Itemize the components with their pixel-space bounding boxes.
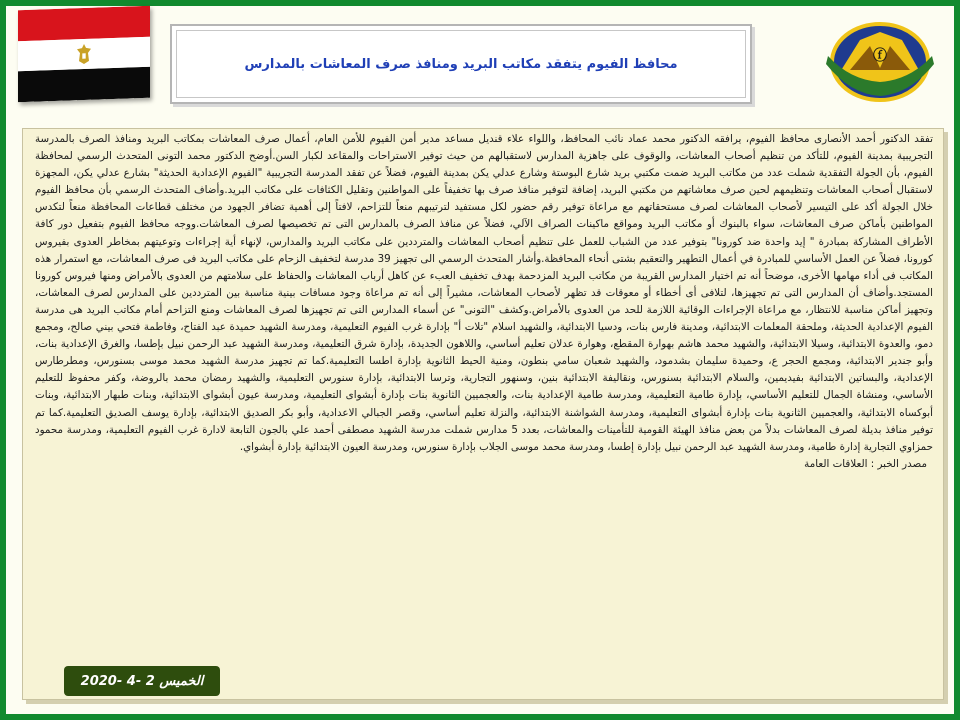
date-badge bbox=[64, 666, 220, 696]
date-text: الخميس 2 -4 -2020 bbox=[80, 673, 204, 689]
egypt-flag-icon bbox=[18, 6, 150, 103]
svg-text:ⓕ: ⓕ bbox=[873, 48, 887, 64]
title-banner bbox=[170, 24, 752, 104]
eagle-icon bbox=[75, 43, 93, 66]
article-body: تفقد الدكتور أحمد الأنصارى محافظ الفيوم، يرافقه الدكتور محمد عماد نائب المحافظ، واللواء علاء قنديل مساعد مدير أمن الفيوم للأمن العام، أعمال صرف المعاشات بمكاتب البريد ومنافذ الصرف بالمدرسة التجريبية بمدينة الفيوم، للتأكد من تنظيم أصحاب المعاشات، والوقوف على جاهزية المدارس لاستقبالهم من حيث توفير الاستراحات والمقاعد لكبار السن.أوضح الدكتور محمد التونى المتحدث الرسمي لمحافظة الفيوم، بأن الجولة التفقدية شملت عدد من مكاتب البريد ضمت مكتبي بريد شارع البوستة وشارع عدلي يكن بمدينة الفيوم، فضلاً عن تفقد المدرسة التجريبية "الفيوم الإعدادية الحديثة" بشارع عدلي يكن، المجهزة لاستقبال أصحاب المعاشات وتنظيمهم لحين صرف معاشاتهم من مكتبي البريد، إضافة لتوفير منافذ صرف بها تخفيفاً على المواطنين وتقليل الكثافات على مكاتب البريد.وأضاف المتحدث الرسمي بأن محافظ الفيوم خلال الجولة أكد على التيسير لأصحاب المعاشات لصرف مستحقاتهم مع مراعاة توفير رقم حضور لكل مستفيد لترتيبهم منعاً للتزاحم، لافتاً إلى أهمية تضافر الجهود من مختلف قطاعات المحافظة منعاً لتكدس المواطنين بأماكن صرف المعاشات، سواء بالبنوك أو مكاتب البريد ومواقع ماكينات الصراف الآلي، فضلاً عن منافذ الصرف بالمدارس التى تم تخصيصها لصرف المعاشات.ووجه محافظ الفيوم بتفعيل دور كافة الأطراف المشاركة بمبادرة " إيد واحدة ضد كورونا" بتوفير عدد من الشباب للعمل على تنظيم أصحاب المعاشات والمترددين على مكاتب البريد والمدارس، لإنهاء أية إجراءات وتوعيتهم بمخاطر العدوى بفيروس كورونا، فضلاً عن العمل الأساسي للمبادرة في أعمال التطهير والتعقيم بشتى أنحاء المحافظة.وأشار المتحدث الرسمي الى تجهيز 39 مدرسة لتخفيف الزحام على مكاتب البريد فى صرف المعاشات، مع استمرار هذه المكاتب فى أداء مهامها الأخرى، موضحاً أنه تم اختيار المدارس القريبة من مكاتب البريد المزدحمة بهدف تخفيف العبء عن كاهل أرباب المعاشات والحفاظ على سلامتهم من العدوى بالأمراض ومنها فيروس كورونا المستجد.وأضاف أن المدارس التى تم تجهيزها، لتلافى أى أخطاء أو معوقات قد تظهر لأصحاب المعاشات، مشيراً إلى أنه تم مراعاة وجود مسافات بينية مناسبة بين المترددين على المدارس لصرف المعاشات، وتجهيز أماكن مناسبة للانتظار، مع مراعاة الإجراءات الوقائية اللازمة للحد من العدوى بالأمراض.وكشف "التونى" عن أسماء المدارس التى تم تجهيزها لصرف المعاشات ومنع التزاحم أمام مكاتب البريد هى مدرسة الفيوم الإعدادية الحديثة، وملحقة المعلمات الابتدائية، ومدينة فارس بنات، ودسيا الابتدائية، والشهيد اسلام "تلات أ" بإدارة غرب الفيوم التعليمية، ومدرسة الشهيد حميدة عبد الفتاح، وفاطمة فتحي بيني صالح، ومجمع دمو، والعدوة الابتدائية، وسيلا الابتدائية، والشهيد محمد هاشم بهوارة المقطع، وهوارة عدلان تعليم أساسي، واللاهون الجديدة، بإدارة شرق التعليمية، ومدرسة الشهيد عبد الرحمن نبيل بإطسا، والغرق الإعدادية بنات، وأبو جندير الابتدائية، ومجمع الحجر ع، وحميدة سليمان بشدمود، والشهيد شعبان سامي بنطون، ومنية الحيط الثانوية بإدارة اطسا التعليمية.كما تم تجهيز مدرسة الشهيد محمد موسى بسنورس، ومطرطارس الإعدادية، والبساتين الابتدائية بفيديمين، والسلام الابتدائية بسنورس، ونقاليفة الابتدائية بنين، وسنهور التجارية، وترسا الابتدائية، بإدارة سنورس التعليمية، والشهيد رمضان محمد بالروضة، وكفر محفوظ للتعليم الأساسي، ومنشاة الجمال للتعليم الأساسي، بإدارة طامية التعليمية، ومدرسة طامية الإعدادية بنات، والعجميين الثانوية بنات بإدارة أبشواى التعليمية، ومدرسة عيون أبشواى الابتدائية، وبنات طبهار الابتدائية، وبنات أبوكساه الابتدائية، والعجميين الثانوية بنات بإدارة أبشواى التعليمية، ومدرسة الشواشنة الابتدائية، والنزلة تعليم أساسي، وقصر الجبالي الاعدادية، وأبو بكر الصديق الابتدائية، بإدارة يوسف الصديق التعليمية.كما تم توفير منافذ بديلة لصرف المعاشات بدلاً من بعض منافذ الهيئة القومية للتأمينات والمعاشات، بعدد 5 مدارس شملت مدرسة الشهيد مصطفى أحمد علي بالجون التابعة لادارة غرب الفيوم التعليمية، ومدرسة محمود حمزاوي التجارية إدارة طامية، ومدرسة الشهيد عبد الرحمن نبيل بإدارة إطسا، ومدرسة محمد موسى الجلاب بإدارة سنورس، ومدرسة العيون الابتدائية بإدارة أبشواي. bbox=[35, 133, 934, 453]
news-source: مصدر الخبر : العلاقات العامة bbox=[804, 457, 927, 470]
page-title: محافظ الفيوم يتفقد مكاتب البريد ومنافذ صرف المعاشات بالمدارس bbox=[244, 56, 678, 72]
governorate-logo bbox=[820, 10, 940, 105]
article-panel bbox=[22, 128, 944, 700]
